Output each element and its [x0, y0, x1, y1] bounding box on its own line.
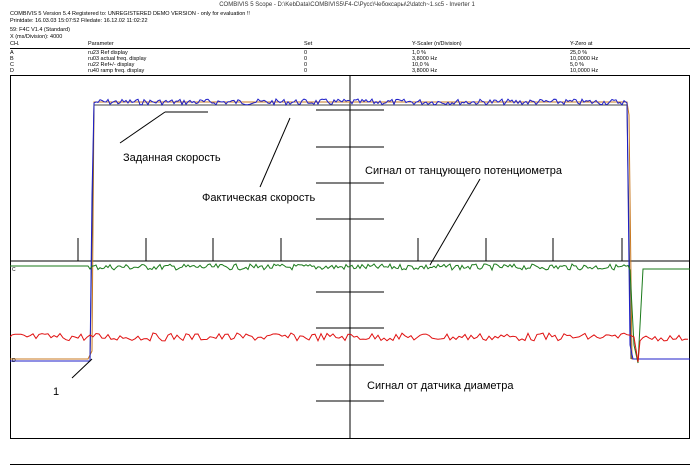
channel-table-header [10, 41, 690, 47]
cell: 0 [304, 56, 308, 62]
cell: 3,8000 Hz [412, 56, 438, 62]
cell: 0 [304, 50, 308, 56]
cell: ru22 Ref+/- display [88, 62, 135, 68]
cell: 25,0 % [570, 50, 588, 56]
label-set-speed: Заданная скорость [123, 152, 221, 164]
cell: 10,0 % [412, 62, 430, 68]
cell: D [10, 68, 14, 74]
cell: 0 [304, 62, 308, 68]
cell: ru40 ramp freq. display [88, 68, 145, 74]
cell: 3,8000 Hz [412, 68, 438, 74]
label-actual-speed: Фактическая скорость [202, 192, 316, 204]
col-y-zero: Y-Zero at [570, 41, 593, 47]
cell: ru03 actual freq. display [88, 56, 147, 62]
cell: 0 [304, 68, 308, 74]
version-line: COMBIVIS 5 Version 5.4 Registered to: UNREGISTERED DEMO VERSION - only for evaluation !! [10, 11, 250, 17]
cell: ru23 Ref display [88, 50, 128, 56]
cell: 10,0000 Hz [570, 68, 599, 74]
col-parameter: Parameter [88, 41, 114, 47]
col-ch: CH. [10, 41, 20, 47]
footer-rule [10, 464, 690, 465]
label-marker-1: 1 [53, 386, 60, 398]
scope-plot[interactable] [10, 75, 690, 439]
cell: C [10, 62, 14, 68]
device-line: 59: F4C V1.4 (Standard) [10, 27, 70, 33]
cell: 1,0 % [412, 50, 427, 56]
label-dancer-signal: Сигнал от танцующего потенциометра [365, 165, 562, 177]
channel-c-label: C [12, 267, 16, 273]
cell: A [10, 50, 14, 56]
channel-row-d [10, 68, 690, 74]
cell: 5,0 % [570, 62, 585, 68]
label-diameter-signal: Сигнал от датчика диаметра [367, 380, 514, 392]
table-divider [10, 48, 690, 49]
window-title: COMBIVIS 5 Scope - D:\KebData\COMBIVIS5\F4-C\Русс\Чебоксары\2\datch~1.sc5 - Inverter 1 [219, 2, 475, 8]
cell: 10,0000 Hz [570, 56, 599, 62]
scope-svg[interactable] [10, 75, 690, 439]
cell: B [10, 56, 14, 62]
col-set: Set [304, 41, 313, 47]
channel-d-label: D [12, 358, 16, 364]
time-scale-line: X (ms/Division): 4000 [10, 34, 63, 40]
date-line: Printdate: 16.03.03 15:07:52 Filedate: 16.12.02 11:02:22 [10, 18, 148, 24]
col-y-scaler: Y-Scaler (n/Division) [412, 41, 462, 47]
